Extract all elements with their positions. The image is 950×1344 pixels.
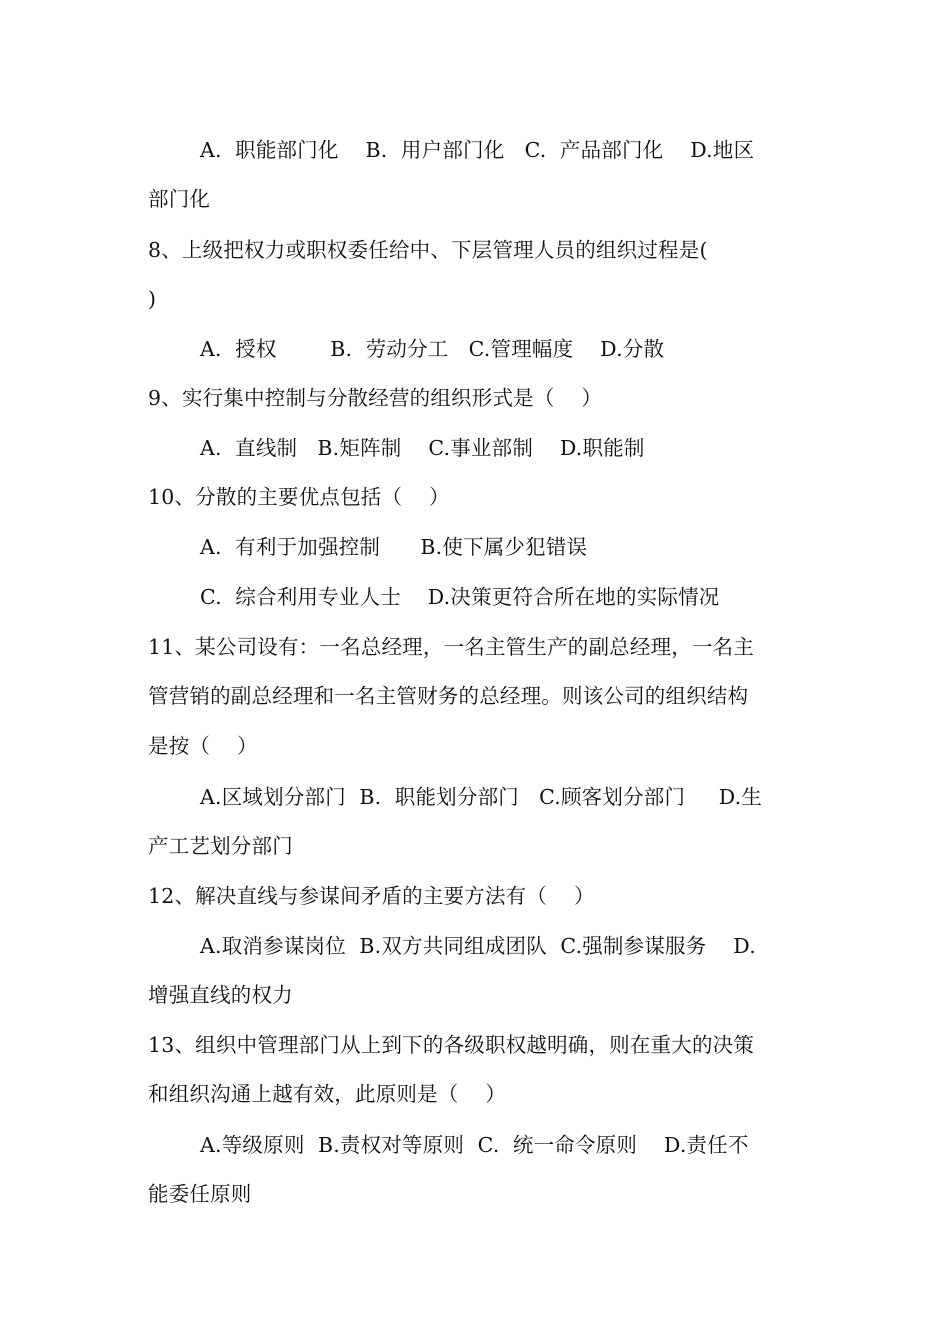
q8-options: A. 授权 B. 劳动分工 C.管理幅度 D.分散: [200, 337, 665, 361]
q7-options-line-2: 部门化: [148, 187, 211, 211]
q11-options-line-1: A.区域划分部门 B. 职能划分部门 C.顾客划分部门 D.生: [200, 785, 763, 809]
q11-options-line-2: 产工艺划分部门: [148, 834, 293, 858]
q8-question-line-1: 8、上级把权力或职权委任给中、下层管理人员的组织过程是(: [148, 238, 708, 262]
q12-question: 12、解决直线与参谋间矛盾的主要方法有（ ）: [148, 884, 595, 908]
q13-options-line-1: A.等级原则 B.责权对等原则 C. 统一命令原则 D.责任不: [200, 1133, 749, 1157]
q8-question-line-2: ): [148, 287, 157, 311]
q11-question-line-2: 管营销的副总经理和一名主管财务的总经理。则该公司的组织结构: [148, 684, 749, 708]
q9-question: 9、实行集中控制与分散经营的组织形式是（ ）: [148, 386, 603, 410]
q12-options-line-1: A.取消参谋岗位 B.双方共同组成团队 C.强制参谋服务 D.: [200, 934, 756, 958]
q12-options-line-2: 增强直线的权力: [148, 983, 293, 1007]
q10-options-line-2: C. 综合利用专业人士 D.决策更符合所在地的实际情况: [200, 585, 720, 609]
q11-question-line-1: 11、某公司设有：一名总经理，一名主管生产的副总经理，一名主: [148, 635, 755, 659]
q11-question-line-3: 是按（ ）: [148, 734, 258, 758]
q13-question-line-2: 和组织沟通上越有效，此原则是（ ）: [148, 1082, 507, 1106]
q7-options-line-1: A. 职能部门化 B. 用户部门化 C. 产品部门化 D.地区: [200, 138, 755, 162]
q13-options-line-2: 能委任原则: [148, 1182, 252, 1206]
q10-question: 10、分散的主要优点包括（ ）: [148, 485, 450, 509]
q13-question-line-1: 13、组织中管理部门从上到下的各级职权越明确，则在重大的决策: [148, 1033, 755, 1057]
q9-options: A. 直线制 B.矩阵制 C.事业部制 D.职能制: [200, 436, 645, 460]
q10-options-line-1: A. 有利于加强控制 B.使下属少犯错误: [200, 535, 588, 559]
